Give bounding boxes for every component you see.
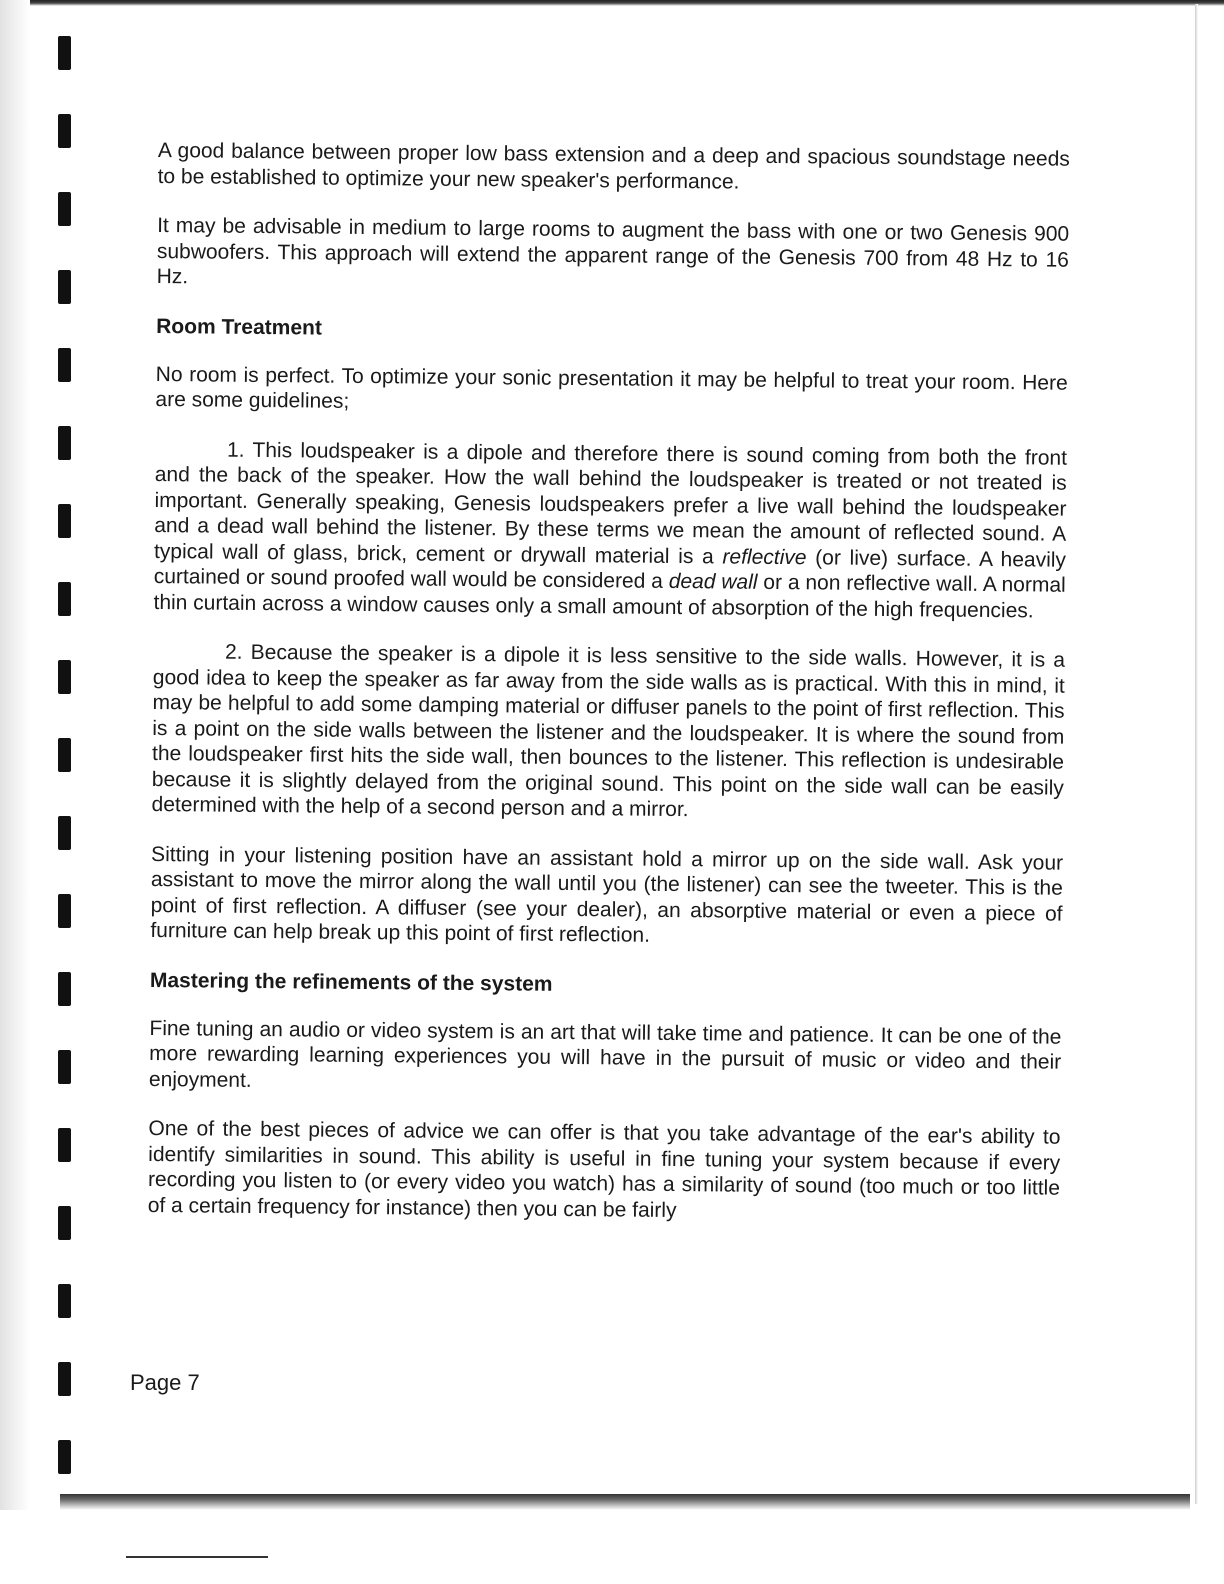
emphasis-reflective: reflective: [722, 544, 807, 569]
mastering-heading: Mastering the refinements of the system: [149, 968, 553, 996]
scan-underline: [126, 1556, 268, 1558]
emphasis-dead-wall: dead wall: [668, 569, 758, 594]
room-treatment-heading: Room Treatment: [156, 314, 323, 340]
guideline-item-1-part-c: or a non reflective wall. A normal thin curtain across a window causes only a small amount of absorption of the high frequencies.: [153, 570, 1066, 622]
binding-hole: [58, 738, 71, 772]
fine-tuning-paragraph: Fine tuning an audio or video system is an art that will take time and patience. It can be one of the more rewarding learning experiences you will have in the pursuit of music or video and their enjoyment.: [148, 1016, 1062, 1092]
guideline-item-2: 2. Because the speaker is a dipole it is less sensitive to the side walls. However, it is a good idea to keep the speaker as far away from the side walls as is practical. With this in mind, it may be helpful to add some damping material or diffuser panels to the point of first reflection. This is a point on the side walls between the listener and the loudspeaker. It is where the sound from the loudspeaker first hits the side wall, then bounces to the listener. This reflection is undesirable because it is slightly delayed from the original sound. This point on the side wall can be easily determined with the help of a second person and a mirror.: [151, 640, 1066, 822]
binding-hole: [58, 660, 71, 694]
mirror-paragraph: Sitting in your listening position have an assistant hold a mirror up on the side wall. Ask your assistant to move the mirror along the wall until you (the listener) can see the tweeter. This is the point of first reflection. A diffuser (see your dealer), an absorptive material or even a piece of furniture can help break up this point of first reflection.: [150, 842, 1064, 947]
binding-hole: [58, 1206, 71, 1240]
binding-hole: [58, 1050, 71, 1084]
binding-hole: [58, 1362, 71, 1396]
page-number: Page 7: [130, 1370, 200, 1395]
room-treatment-intro: No room is perfect. To optimize your sonic presentation it may be helpful to treat your room. Here are some guidelines;: [155, 362, 1068, 413]
binding-hole: [58, 426, 71, 460]
binding-hole: [58, 270, 71, 304]
binding-hole: [58, 192, 71, 226]
binding-hole: [58, 1440, 71, 1474]
binding-hole: [58, 894, 71, 928]
binding-hole: [58, 114, 71, 148]
binding-hole: [58, 1284, 71, 1318]
subwoofer-paragraph: It may be advisable in medium to large rooms to augment the bass with one or two Genesis 900 subwoofers. This approach will extend the apparent range of the Genesis 700 from 48 Hz to 16 Hz.: [156, 213, 1070, 289]
sheet-right-edge: [1195, 4, 1198, 1504]
advice-paragraph: One of the best pieces of advice we can offer is that you take advantage of the ear's ability to identify similarities in sound. This ability is useful in fine tuning your system because if every recording you listen to (or every video you watch) has a similarity of sound (too much or too little of a certain frequency for instance) then you can be fairly: [147, 1116, 1061, 1222]
spiral-binding: [52, 36, 78, 1496]
page-bottom-shadow: [60, 1494, 1190, 1510]
guideline-item-1: [153, 436, 1067, 623]
guideline-item-1-part-b: (or live) surface. A heavily curtained or sound proofed wall would be considered a: [153, 545, 1067, 593]
binding-hole: [58, 1128, 71, 1162]
binding-hole: [58, 972, 71, 1006]
page-content: [147, 138, 1070, 1251]
balance-paragraph: A good balance between proper low bass extension and a deep and spacious soundstage needs to be established to optimize your new speaker's performance.: [157, 138, 1070, 194]
guideline-item-1-part-a: 1. This loudspeaker is a dipole and therefore there is sound coming from both the front and the back of the speaker. How the wall behind the loudspeaker is treated or not treated is important. Generally speaking, Genesis loudspeakers prefer a live wall behind the loudspeaker and a dead wall behind the listener. By these terms we mean the amount of reflected sound. A typical wall of glass, brick, cement or drywall material is a: [153, 438, 1068, 568]
binding-hole: [58, 582, 71, 616]
scan-left-shadow: [0, 0, 30, 1584]
scan-top-edge: [0, 0, 1224, 6]
binding-hole: [58, 36, 71, 70]
binding-hole: [58, 504, 71, 538]
below-page-area: [0, 1510, 1224, 1584]
binding-hole: [58, 348, 71, 382]
binding-hole: [58, 816, 71, 850]
